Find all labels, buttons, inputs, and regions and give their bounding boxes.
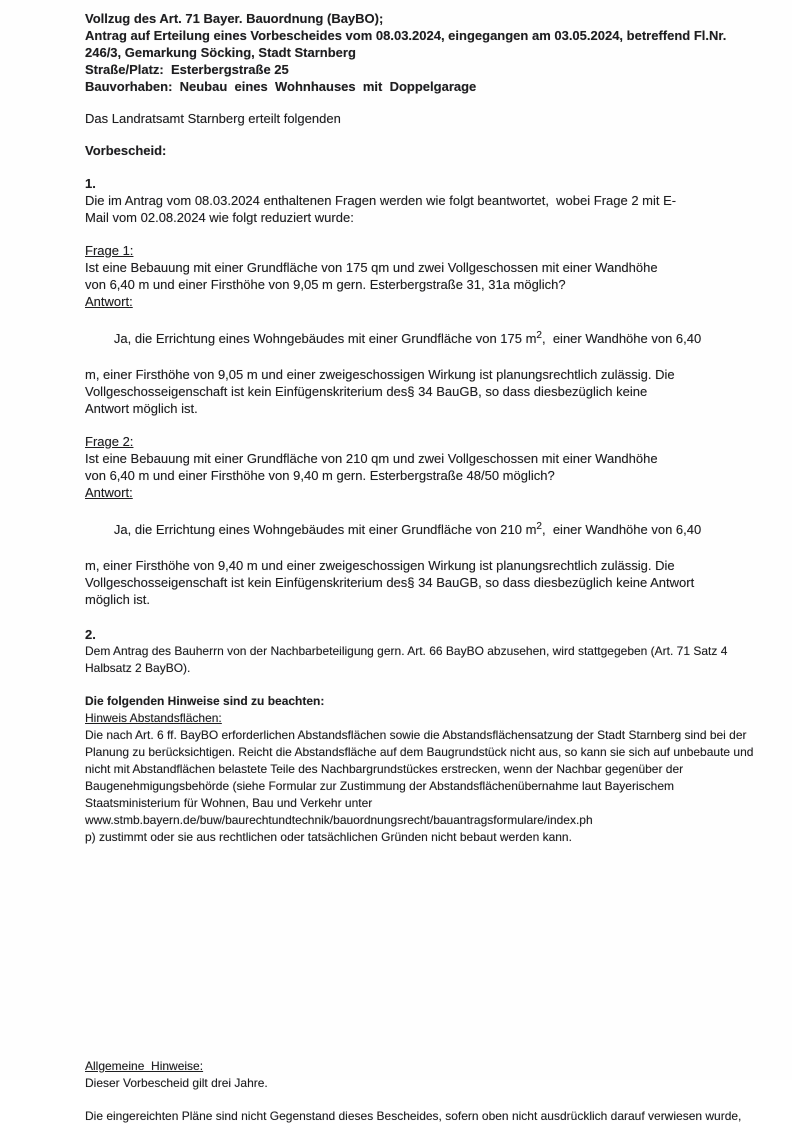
antwort-2-line: möglich ist. [85, 592, 151, 607]
intro-text: Das Landratsamt Starnberg erteilt folgenden [85, 111, 341, 126]
frage-2-question-line: Ist eine Bebauung mit einer Grundfläche von 210 qm und zwei Vollgeschossen mit einer Wandhöhe [85, 451, 658, 466]
antwort-1-line-pre: Ja, die Errichtung eines Wohngebäudes mit einer Grundfläche von 175 m [113, 331, 537, 346]
item-1-number: 1. [85, 176, 96, 191]
subject-line-strasse: Straße/Platz: Esterbergstraße 25 [85, 62, 289, 77]
subject-line-vollzug: Vollzug des Art. 71 Bayer. Bauordnung (BayBO); [85, 11, 384, 26]
antwort-1-line: Vollgeschosseigenschaft ist kein Einfügenskriterium des§ 34 BauGB, so dass diesbezüglich keine [85, 384, 648, 399]
superscript-2: 2 [536, 521, 542, 532]
antwort-2-line: Vollgeschosseigenschaft ist kein Einfügenskriterium des§ 34 BauGB, so dass diesbezüglich keine Antwort [85, 575, 695, 590]
item-1-line: Mail vom 02.08.2024 wie folgt reduziert wurde: [85, 210, 354, 225]
hinweise-section [85, 693, 792, 846]
antwort-1-paragraph [85, 313, 792, 417]
item-2-line: Dem Antrag des Bauherrn von der Nachbarbeteiligung gern. Art. 66 BayBO abzusehen, wird stattgegeben (Art. 71 Satz 4 [85, 644, 728, 658]
frage-2-label: Frage 2: [85, 434, 134, 449]
subject-line-bauvorhaben: Bauvorhaben: Neubau eines Wohnhauses mit Doppelgarage [85, 79, 477, 94]
frage-1-question-line: von 6,40 m und einer Firsthöhe von 9,05 m gern. Esterbergstraße 31, 31a möglich? [85, 277, 566, 292]
item-1-line: Die im Antrag vom 08.03.2024 enthaltenen Fragen werden wie folgt beantwortet, wobei Frage 2 mit E- [85, 193, 677, 208]
subject-line-flurnummer: 246/3, Gemarkung Söcking, Stadt Starnberg [85, 45, 356, 60]
frage-2-block [85, 433, 792, 608]
allgemeine-hinweise-line: Dieser Vorbescheid gilt drei Jahre. [85, 1076, 268, 1090]
frage-2-question-line: von 6,40 m und einer Firsthöhe von 9,40 m gern. Esterbergstraße 48/50 möglich? [85, 468, 555, 483]
item-2 [85, 626, 792, 677]
abstandsflaechen-line: p) zustimmt oder sie aus rechtlichen oder tatsächlichen Gründen nicht bebaut werden kann. [85, 830, 572, 844]
blank-region [85, 846, 792, 1058]
antwort-1-line: m, einer Firsthöhe von 9,05 m und einer zweigeschossigen Wirkung ist planungsrechtlich zulässig. Die [85, 367, 675, 382]
allgemeine-hinweise-line: Die eingereichten Pläne sind nicht Gegenstand dieses Bescheides, sofern oben nicht ausdrücklich darauf verwiesen wurde, [85, 1109, 742, 1123]
item-1 [85, 175, 792, 226]
antwort-2-label: Antwort: [85, 485, 133, 500]
allgemeine-hinweise-section [85, 1058, 792, 1125]
antwort-2-paragraph [85, 504, 792, 608]
item-2-line: Halbsatz 2 BayBO). [85, 661, 191, 675]
subject-block [85, 10, 792, 95]
abstandsflaechen-label: Hinweis Abstandsflächen: [85, 711, 222, 725]
abstandsflaechen-line: Planung zu berücksichtigen. Reicht die Abstandsfläche auf dem Baugrundstück nicht aus, so kann sie sich auf unbebaute und [85, 745, 754, 759]
subject-line-antrag: Antrag auf Erteilung eines Vorbescheides vom 08.03.2024, eingegangen am 03.05.2024, betreffend Fl.Nr. [85, 28, 727, 43]
antwort-2-line: m, einer Firsthöhe von 9,40 m und einer zweigeschossigen Wirkung ist planungsrechtlich zulässig. Die [85, 558, 675, 573]
frage-1-label: Frage 1: [85, 243, 134, 258]
hinweise-heading: Die folgenden Hinweise sind zu beachten: [85, 694, 325, 708]
antwort-1-line-post: , einer Wandhöhe von 6,40 [541, 331, 702, 346]
frage-1-block [85, 242, 792, 417]
abstandsflaechen-line: Die nach Art. 6 ff. BayBO erforderlichen Abstandsflächen sowie die Abstandsflächensatzung der Stadt Starnberg sind bei der [85, 728, 747, 742]
abstandsflaechen-line: nicht mit Abstandflächen belastete Teile des Nachbargrundstückes erstrecken, wenn der Nachbar gegenüber der [85, 762, 684, 776]
abstandsflaechen-url-line: www.stmb.bayern.de/buw/baurechtundtechnik/bauordnungsrecht/bauantragsformulare/index.ph [85, 813, 593, 827]
antwort-1-line: Antwort möglich ist. [85, 401, 198, 416]
frage-1-question-line: Ist eine Bebauung mit einer Grundfläche von 175 qm und zwei Vollgeschossen mit einer Wandhöhe [85, 260, 658, 275]
abstandsflaechen-line: Baugenehmigungsbehörde (siehe Formular zur Zustimmung der Abstandsflächenübernahme laut Bayerischem [85, 779, 674, 793]
abstandsflaechen-line: Staatsministerium für Wohnen, Bau und Verkehr unter [85, 796, 373, 810]
antwort-2-line-pre: Ja, die Errichtung eines Wohngebäudes mit einer Grundfläche von 210 m [113, 522, 537, 537]
decision-heading: Vorbescheid: [85, 143, 167, 158]
superscript-2: 2 [536, 330, 542, 341]
allgemeine-hinweise-label: Allgemeine Hinweise: [85, 1059, 204, 1073]
item-2-number: 2. [85, 627, 96, 642]
antwort-1-label: Antwort: [85, 294, 133, 309]
antwort-2-line-post: , einer Wandhöhe von 6,40 [541, 522, 702, 537]
